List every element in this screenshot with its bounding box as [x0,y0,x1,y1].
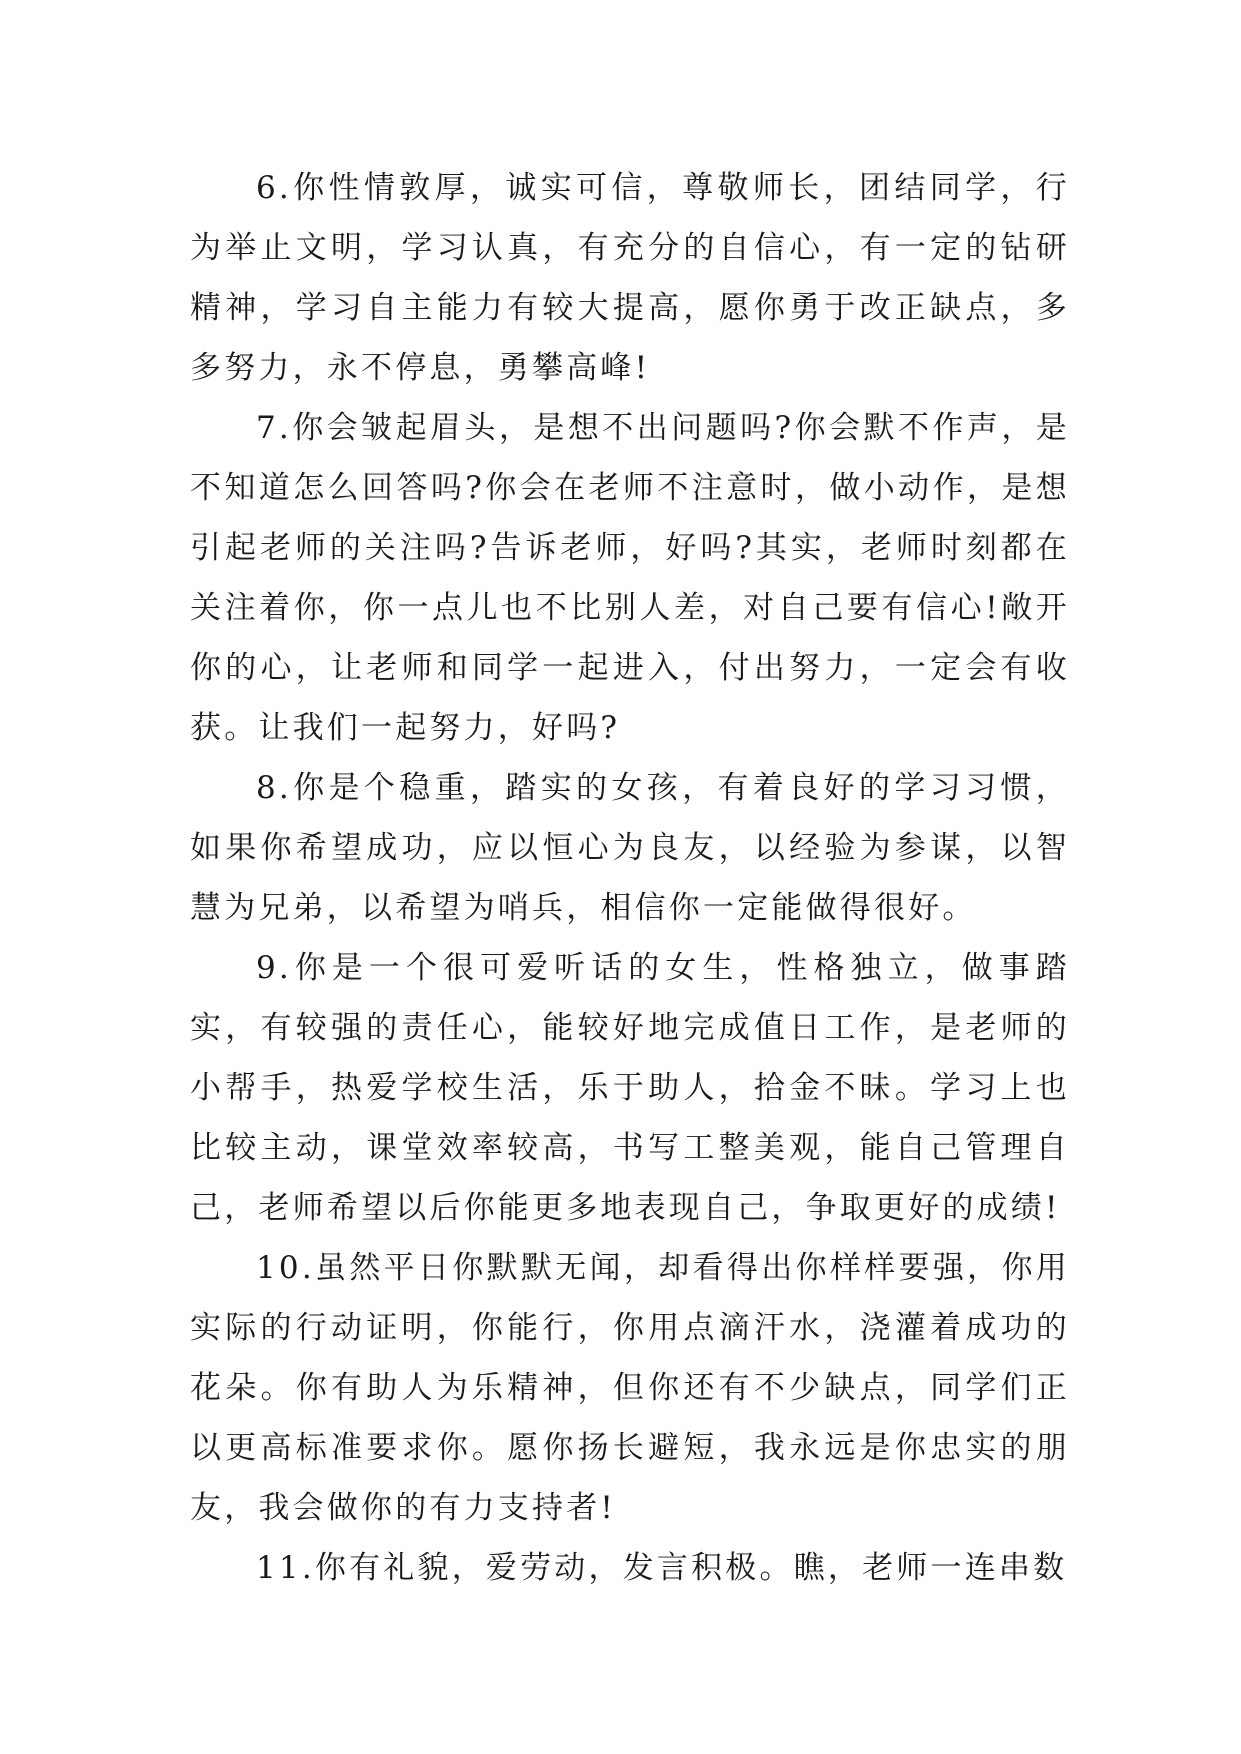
comment-paragraph-9: 9.你是一个很可爱听话的女生，性格独立，做事踏实，有较强的责任心，能较好地完成值日工作，是老师的小帮手，热爱学校生活，乐于助人，拾金不昧。学习上也比较主动，课堂效率较高，书写工整美观，能自己管理自己，老师希望以后你能更多地表现自己，争取更好的成绩! [190,950,1070,1226]
comment-paragraph-6: 6.你性情敦厚，诚实可信，尊敬师长，团结同学，行为举止文明，学习认真，有充分的自信心，有一定的钻研精神，学习自主能力有较大提高，愿你勇于改正缺点，多多努力，永不停息，勇攀高峰! [190,170,1070,386]
comment-paragraph-7: 7.你会皱起眉头，是想不出问题吗?你会默不作声，是不知道怎么回答吗?你会在老师不注意时，做小动作，是想引起老师的关注吗?告诉老师，好吗?其实，老师时刻都在关注着你，你一点儿也不比别人差，对自己要有信心!敞开你的心，让老师和同学一起进入，付出努力，一定会有收获。让我们一起努力，好吗? [190,410,1070,746]
comment-paragraph-8: 8.你是个稳重，踏实的女孩，有着良好的学习习惯，如果你希望成功，应以恒心为良友，以经验为参谋，以智慧为兄弟，以希望为哨兵，相信你一定能做得很好。 [190,770,1070,926]
document-body [190,158,1070,1598]
comment-paragraph-11: 11.你有礼貌，爱劳动，发言积极。瞧，老师一连串数 [256,1550,1068,1586]
comment-paragraph-10: 10.虽然平日你默默无闻，却看得出你样样要强，你用实际的行动证明，你能行，你用点滴汗水，浇灌着成功的花朵。你有助人为乐精神，但你还有不少缺点，同学们正以更高标准要求你。愿你扬长避短，我永远是你忠实的朋友，我会做你的有力支持者! [190,1250,1070,1526]
